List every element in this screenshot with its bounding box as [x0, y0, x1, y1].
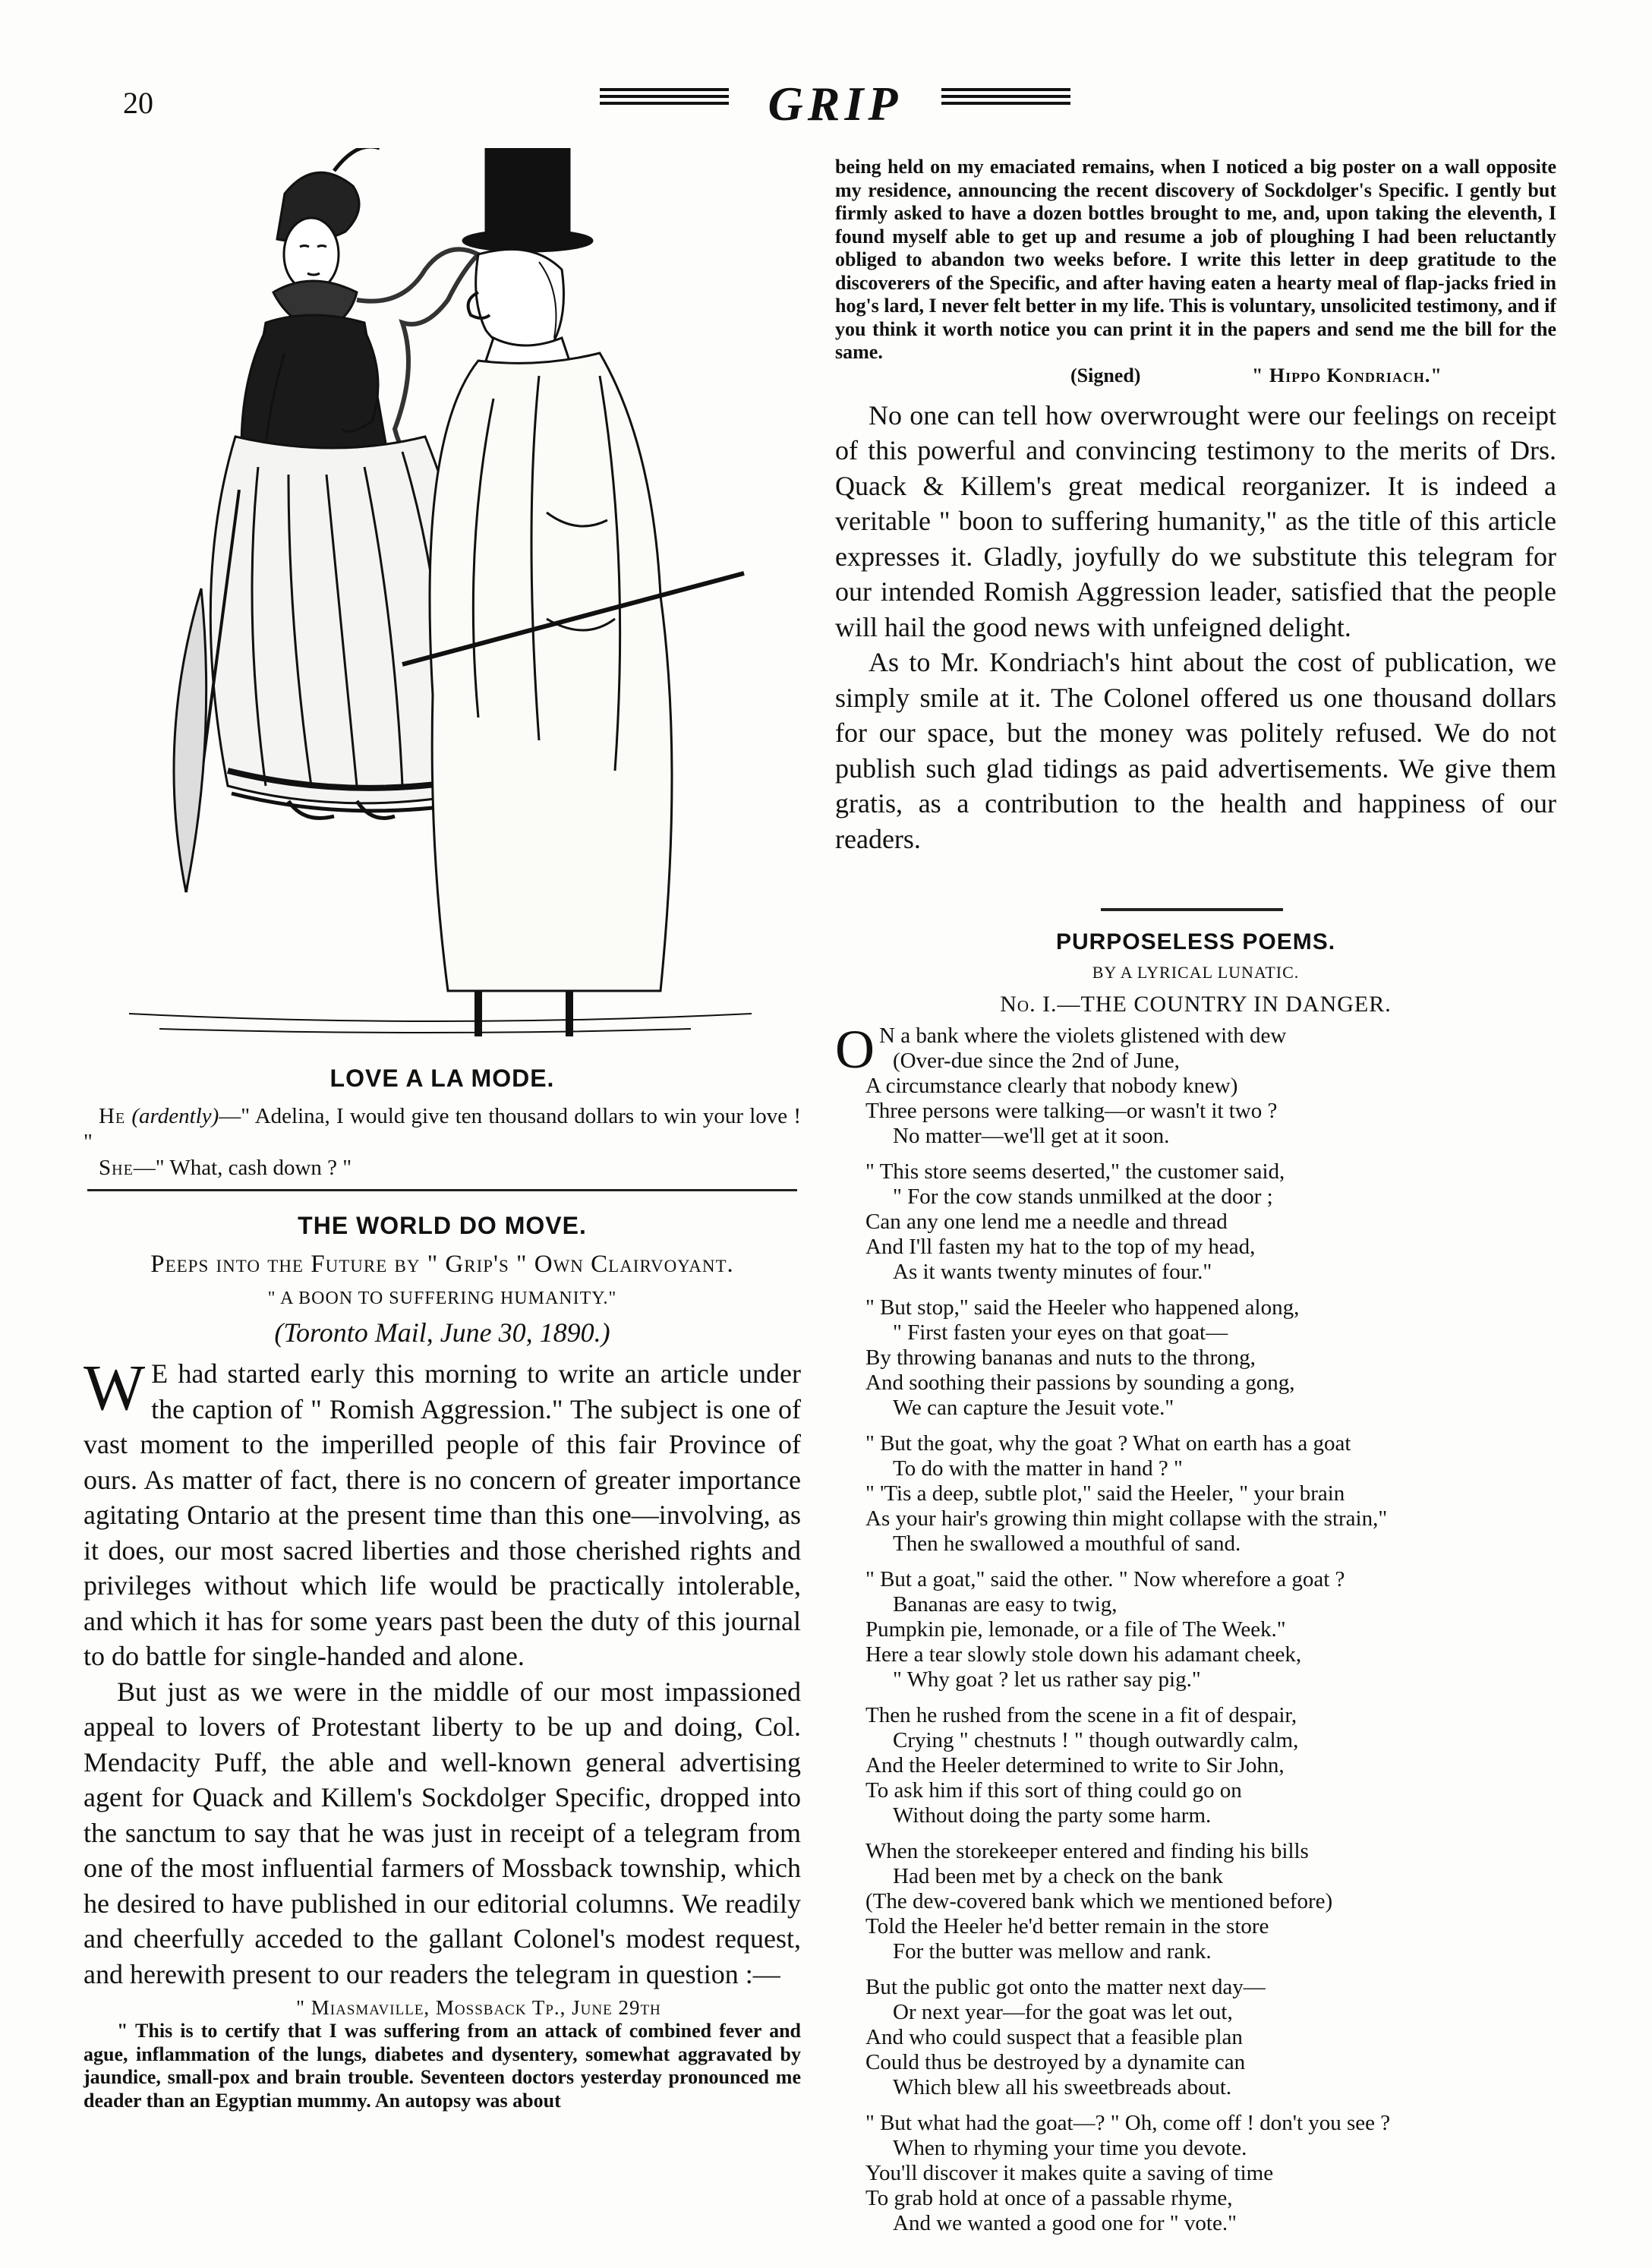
caption-he-speaker: He: [99, 1104, 126, 1128]
poem-line: You'll discover it makes quite a saving of time: [865, 2161, 1274, 2185]
poem-line: Or next year—for the goat was let out,: [893, 2000, 1233, 2024]
poems-section: [835, 929, 1556, 2247]
poem-stanza: [865, 1703, 1556, 1828]
article-boon-line: " A BOON TO SUFFERING HUMANITY.": [267, 1289, 617, 1308]
article-source: (Toronto Mail, June 30, 1890.): [274, 1317, 610, 1348]
poem-stanza: [865, 1975, 1556, 2100]
poem-line: By throwing bananas and nuts to the throng,: [865, 1345, 1256, 1370]
poem-stanza: [865, 1159, 1556, 1285]
poem-line: To ask him if this sort of thing could go on: [865, 1778, 1242, 1803]
poem-line: " But what had the goat—? " Oh, come off ! don't you see ?: [865, 2111, 1391, 2135]
poem-line: And we wanted a good one for " vote.": [893, 2211, 1237, 2235]
poem-line: Three persons were talking—or wasn't it two ?: [865, 1099, 1278, 1123]
article-left: [84, 1212, 801, 2112]
poem-line: " 'Tis a deep, subtle plot," said the Heeler, " your brain: [865, 1481, 1345, 1506]
poem-line: For the butter was mellow and rank.: [893, 1939, 1212, 1964]
article-right: [835, 156, 1556, 856]
section-divider: [1101, 908, 1283, 911]
poems-byline: BY A LYRICAL LUNATIC.: [1092, 963, 1300, 982]
poem-body: [835, 1019, 1556, 2236]
poem-line: Pumpkin pie, lemonade, or a file of The Week.": [865, 1617, 1286, 1642]
poem-line: And I'll fasten my hat to the top of my head,: [865, 1235, 1256, 1259]
poem-line: Can any one lend me a needle and thread: [865, 1210, 1228, 1234]
poem-line: Which blew all his sweetbreads about.: [893, 2075, 1232, 2099]
masthead-rule-right: [941, 88, 1070, 112]
poem-line: When to rhyming your time you devote.: [893, 2136, 1247, 2160]
poem-line: No matter—we'll get at it soon.: [893, 1124, 1170, 1148]
poem-line: But the public got onto the matter next day—: [865, 1975, 1266, 1999]
poem-line: And the Heeler determined to write to Sir John,: [865, 1753, 1285, 1777]
article-paragraph-3: No one can tell how overwrought were our feelings on receipt of this powerful and convincing testimony to the merits of Drs. Quack & Killem's great medical reorganizer. It is indeed a veritable " boon to suffering humanity," as the title of this article expresses it. Gladly, joyfully do we substitute this telegram for our intended Romish Aggression leader, satisfied that the people will hail the good news with unfeigned delight.: [835, 399, 1556, 642]
poem-line: To do with the matter in hand ? ": [893, 1456, 1183, 1481]
masthead-rule-left: [600, 88, 729, 112]
signature: " Hippo Kondriach.": [1251, 364, 1442, 386]
poem-line: " This store seems deserted," the customer said,: [865, 1159, 1285, 1184]
article-paragraph-4: As to Mr. Kondriach's hint about the cost of publication, we simply smile at it. The Colonel offered us one thousand dollars for our space, but the money was politely refused. We do not publish such glad tidings as paid advertisements. We give them gratis, as a contribution to the health and happiness of our readers.: [835, 647, 1556, 854]
caption-she-speaker: She: [99, 1156, 134, 1180]
poem-line: And soothing their passions by sounding a gong,: [865, 1371, 1295, 1395]
article-paragraph-1: W E had started early this morning to write an article under the caption of " Romish Aggression." The subject is one of vast moment to the imperilled people of this fair Province of ours. As matter of fact, there is no concern of greater importance agitating Ontario at the present time than this one—involving, as it does, our most sacred liberties and those cherished rights and privileges without which life would be practically intolerable, and which it has for some years past been the duty of this journal to do battle for single-handed and alone.: [84, 1351, 801, 1671]
love-a-la-mode-illustration: [84, 148, 797, 1044]
poem-line: (The dew-covered bank which we mentioned before): [865, 1889, 1333, 1913]
telegram-signature-line: [1070, 364, 1556, 387]
poem-line: " But a goat," said the other. " Now wherefore a goat ?: [865, 1567, 1345, 1591]
illustration-caption: [84, 1065, 801, 1181]
article-title: THE WORLD DO MOVE.: [298, 1212, 587, 1239]
poem-stanza: [865, 1839, 1556, 1964]
poem-line: As your hair's growing thin might collapse with the strain,": [865, 1506, 1388, 1531]
poem-line: " But stop," said the Heeler who happened along,: [865, 1295, 1300, 1320]
caption-he-text: —" Adelina, I would give ten thousand dollars to win your love ! ": [84, 1104, 802, 1154]
poem-line: Then he swallowed a mouthful of sand.: [893, 1531, 1241, 1556]
poem-line: " For the cow stands unmilked at the door ;: [893, 1184, 1273, 1209]
article-subtitle: Peeps into the Future by " Grip's " Own Clairvoyant.: [150, 1251, 734, 1278]
poem-line: To grab hold at once of a passable rhyme,: [865, 2186, 1233, 2210]
poem-line: A circumstance clearly that nobody knew): [865, 1074, 1238, 1098]
poem-line: Bananas are easy to twig,: [893, 1592, 1118, 1617]
poem-line: Could thus be destroyed by a dynamite can: [865, 2050, 1246, 2074]
poem-stanza: [865, 2111, 1556, 2236]
poem-line: Here a tear slowly stole down his adamant cheek,: [865, 1642, 1302, 1667]
poem-line: As it wants twenty minutes of four.": [893, 1260, 1212, 1284]
poem-line: Told the Heeler he'd better remain in the store: [865, 1914, 1269, 1938]
telegram-text-part-2: being held on my emaciated remains, when I noticed a big poster on a wall opposite my residence, announcing the recent discovery of Sockdolger's Specific. I gently but firmly asked to have a dozen bottles brought to me, and, upon taking the eleventh, I found myself able to get up and resume a job of ploughing I had been reluctantly obliged to abandon two weeks before. I write this letter in deep gratitude to the discoverers of the Specific, and after having eaten a hearty meal of flap-jacks fried in hog's lard, I never felt better in my life. This is voluntary, unsolicited testimony, and if you think it worth notice you can print it in the papers and send me the bill for the same.: [835, 156, 1556, 363]
poem-line: When the storekeeper entered and finding his bills: [865, 1839, 1309, 1863]
article-dropcap: W: [84, 1351, 146, 1424]
article-paragraph-2: But just as we were in the middle of our most impassioned appeal to lovers of Protestant liberty to be up and doing, Col. Mendacity Puff, the able and well-known general advertising agent for Quack and Killem's Sockdolger Specific, dropped into the sanctum to say that he was just in receipt of a telegram from one of the most influential farmers of Mossback township, which he desired to have published in our editorial columns. We readily and cheerfully acceded to the gallant Colonel's modest request, and herewith present to our readers the telegram in question :—: [84, 1676, 801, 1989]
gentleman-figure: [402, 148, 744, 1036]
poem-line: N a bank where the violets glistened with dew: [879, 1024, 1287, 1048]
poem-dropcap: O: [835, 1019, 875, 1080]
poem-stanza: [865, 1295, 1556, 1421]
poem-line: Had been met by a check on the bank: [893, 1864, 1223, 1888]
poem-line: Without doing the party some harm.: [893, 1803, 1212, 1828]
caption-she-line: [84, 1155, 801, 1181]
poem-line: Then he rushed from the scene in a fit of despair,: [865, 1703, 1297, 1727]
telegram-dateline: " Miasmaville, Mossback Tp., June 29th: [296, 1996, 661, 2019]
poem-line: And who could suspect that a feasible plan: [865, 2025, 1243, 2049]
masthead: [600, 74, 1070, 131]
poems-subtitle: No. I.—THE COUNTRY IN DANGER.: [1000, 992, 1392, 1017]
telegram-text-part-1: " This is to certify that I was suffering from an attack of combined fever and ague, inflammation of the lungs, diabetes and dysentery, somewhat aggravated by jaundice, small-pox and brain trouble. Seventeen doctors yesterday pronounced me deader than an Egyptian mummy. An autopsy was about: [84, 2020, 801, 2112]
poem-line: We can capture the Jesuit vote.": [893, 1396, 1174, 1420]
masthead-title: GRIP: [768, 77, 903, 131]
caption-he-direction: (ardently): [131, 1104, 219, 1128]
poem-line: Crying " chestnuts ! " though outwardly calm,: [893, 1728, 1299, 1752]
column-divider: [87, 1189, 797, 1191]
poem-stanza: [865, 1024, 1556, 1149]
poem-line: (Over-due since the 2nd of June,: [893, 1049, 1180, 1073]
poems-title: PURPOSELESS POEMS.: [1055, 929, 1336, 954]
poem-line: " Why goat ? let us rather say pig.": [893, 1667, 1201, 1692]
signed-label: (Signed): [1070, 364, 1141, 386]
poem-stanza: [865, 1567, 1556, 1692]
poem-line: " First fasten your eyes on that goat—: [893, 1320, 1228, 1345]
poem-line: " But the goat, why the goat ? What on earth has a goat: [865, 1431, 1351, 1456]
poem-stanza: [865, 1431, 1556, 1557]
caption-title: LOVE A LA MODE.: [329, 1065, 555, 1092]
page-number: 20: [123, 86, 153, 120]
caption-he-line: [84, 1103, 801, 1155]
caption-she-text: —" What, cash down ? ": [133, 1156, 352, 1180]
